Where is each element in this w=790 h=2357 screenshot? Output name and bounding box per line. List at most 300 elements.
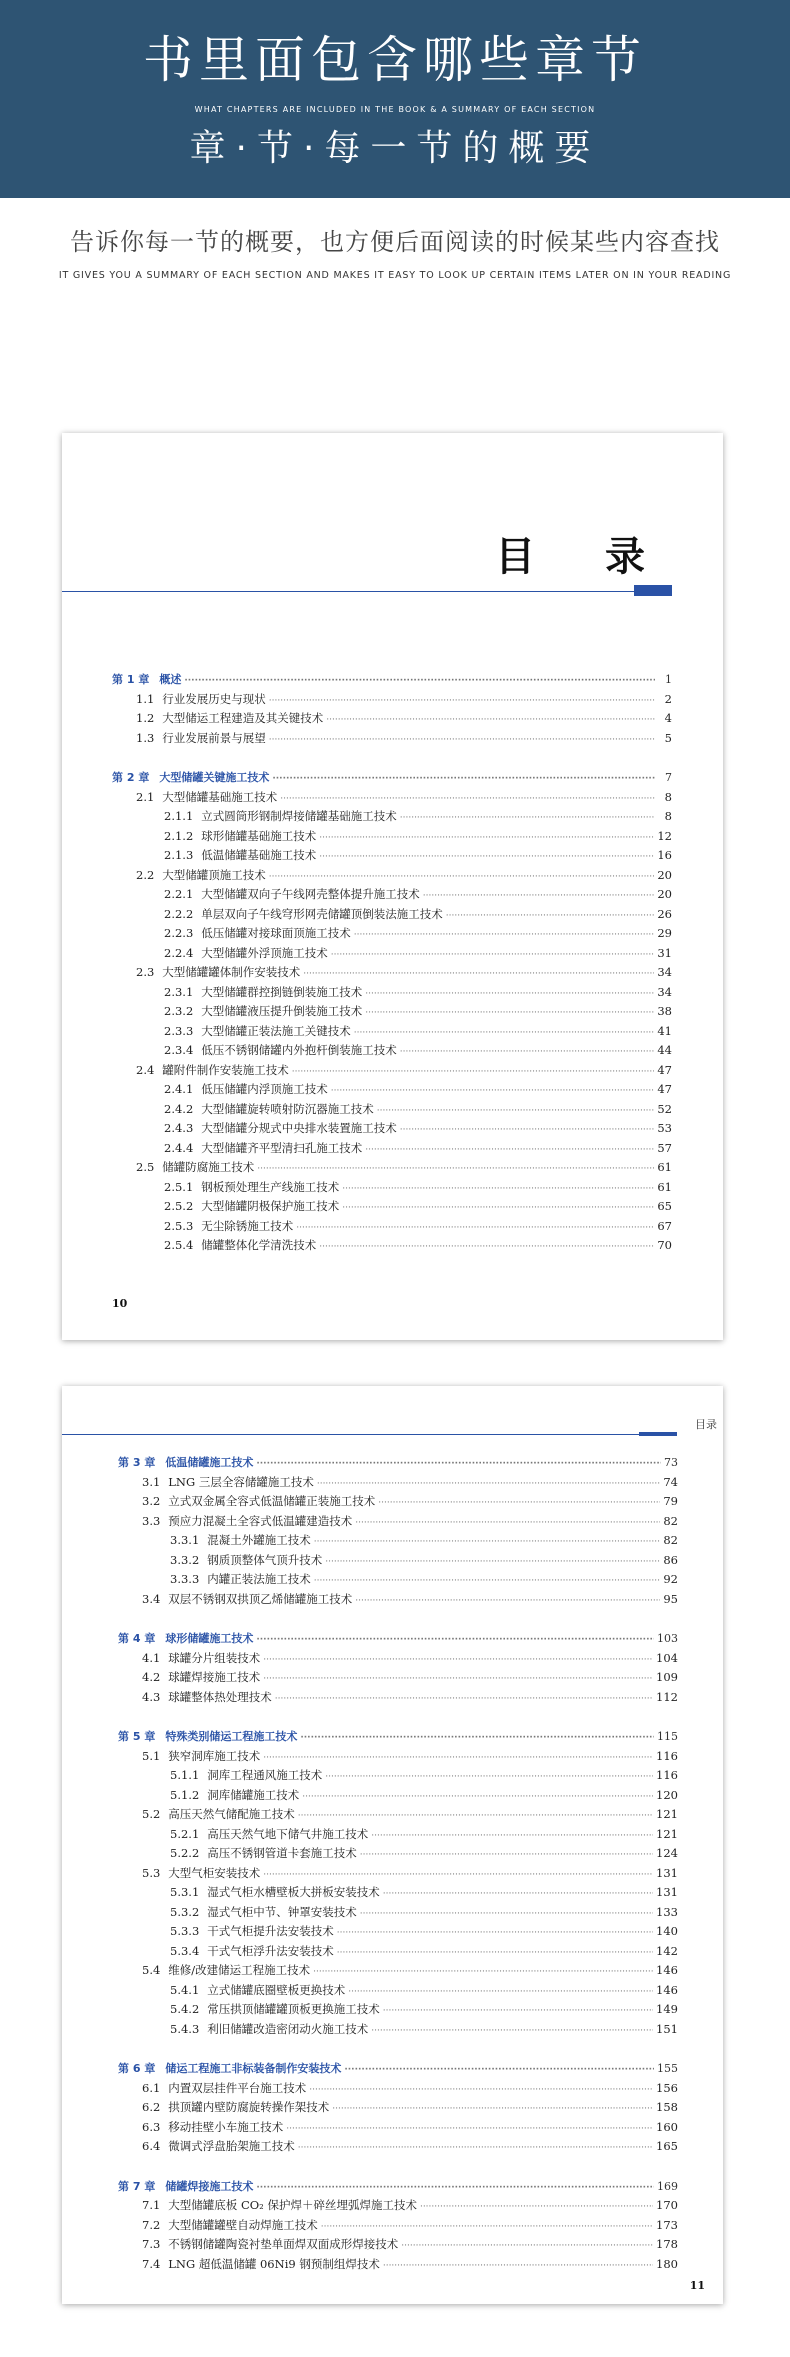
toc-entry-label <box>170 1923 334 1939</box>
toc-entry-page: 5 <box>664 730 672 745</box>
dot-leader <box>383 2261 653 2271</box>
dot-leader <box>355 1518 660 1528</box>
toc-subsection-entry[interactable] <box>112 1198 672 1218</box>
toc-entry-page: 170 <box>656 2198 678 2212</box>
toc-entry-number: 2.5.3 <box>164 1218 194 1233</box>
toc-subsection-entry[interactable] <box>112 808 672 828</box>
toc-entry-title: 球形储罐基础施工技术 <box>201 828 317 843</box>
dot-leader <box>325 1772 653 1782</box>
toc-entry-number: 5.1.2 <box>170 1787 200 1802</box>
dot-leader <box>377 1106 655 1116</box>
toc-entry-number: 5.3.2 <box>170 1904 200 1919</box>
toc-subsection-entry[interactable] <box>112 925 672 945</box>
toc-entry-label <box>142 2138 295 2154</box>
toc-entry-page: 26 <box>657 906 672 921</box>
toc-entry-number: 2.3.2 <box>164 1004 194 1018</box>
toc-entry-number: 5.4 <box>142 1963 161 1977</box>
toc-entry-page: 57 <box>657 1140 672 1155</box>
toc-subsection-entry[interactable] <box>118 1552 678 1572</box>
toc-entry-label <box>164 847 316 863</box>
toc-entry-title: 大型储罐液压提升倒装施工技术 <box>201 1004 363 1018</box>
toc-entry-title: 立式双金属全容式低温储罐正装施工技术 <box>168 1494 376 1508</box>
banner-tagline: 章·节·每一节的概要 <box>189 128 601 169</box>
toc-subsection-entry[interactable] <box>112 1120 672 1140</box>
page-number: 11 <box>689 2279 705 2292</box>
toc-entry-number: 3.3.3 <box>170 1572 200 1586</box>
heading-divider-accent <box>634 585 672 596</box>
toc-entry-label <box>142 2119 283 2135</box>
toc-entry-number: 2.1.3 <box>164 848 194 862</box>
toc-entry-number: 5.3.4 <box>170 1943 200 1958</box>
toc-entry-number: 5.2.1 <box>170 1826 200 1841</box>
toc-entry-number: 5.3.3 <box>170 1924 200 1938</box>
toc-entry-label <box>142 1591 352 1607</box>
toc-entry-number: 3.3.2 <box>170 1552 200 1567</box>
toc-entry-title: 球形储罐施工技术 <box>165 1632 254 1645</box>
toc-entry-number: 2.2.1 <box>164 887 194 901</box>
toc-entry-title: 预应力混凝土全容式低温罐建造技术 <box>168 1513 353 1528</box>
toc-entry-title: 大型储运工程建造及其关键技术 <box>162 711 324 725</box>
toc-section-entry[interactable] <box>118 1689 678 1709</box>
toc-section-entry[interactable] <box>112 964 672 984</box>
dot-leader <box>269 735 655 745</box>
toc-section-entry[interactable] <box>118 1513 678 1533</box>
dot-leader <box>354 930 655 940</box>
toc-section-entry[interactable] <box>118 2217 678 2237</box>
toc-subsection-entry[interactable] <box>112 828 672 848</box>
toc-entry-page: 16 <box>657 848 672 862</box>
toc-entry-title: 钢板预处理生产线施工技术 <box>201 1179 340 1194</box>
dot-leader <box>423 891 655 901</box>
toc-entry-title: 立式储罐底圈壁板更换技术 <box>207 1982 346 1997</box>
toc-entry-title: 干式气柜提升法安装技术 <box>207 1924 334 1938</box>
toc-entry-page: 1 <box>665 673 672 686</box>
dot-leader <box>317 1479 661 1489</box>
toc-subsection-entry[interactable] <box>118 1826 678 1846</box>
toc-subsection-entry[interactable] <box>112 945 672 965</box>
dot-leader <box>319 1242 654 1252</box>
toc-section-entry[interactable] <box>118 2080 678 2100</box>
toc-subsection-entry[interactable] <box>112 1023 672 1043</box>
toc-entry-number: 第 4 章 <box>118 1632 156 1645</box>
toc-entry-title: 大型储罐旋转喷射防沉器施工技术 <box>201 1101 374 1116</box>
toc-entry-number: 2.2.4 <box>164 945 194 960</box>
toc-entry-page: 173 <box>656 2217 678 2232</box>
toc-entry-number: 7.4 <box>142 2256 161 2271</box>
dot-leader <box>383 2006 653 2016</box>
toc-entry-number: 5.2 <box>142 1807 161 1821</box>
toc-subsection-entry[interactable] <box>118 1943 678 1963</box>
dot-leader <box>326 715 655 725</box>
toc-entry-label <box>170 1767 322 1783</box>
dot-leader <box>420 2202 653 2212</box>
toc-entry-title: 球罐整体热处理技术 <box>168 1689 272 1704</box>
dot-leader <box>319 833 654 843</box>
toc-entry-number: 5.2.2 <box>170 1846 200 1860</box>
toc-spacer <box>118 1708 678 1728</box>
toc-entry-label <box>164 1042 397 1058</box>
toc-entry-title: 储运工程施工非标装备制作安装技术 <box>165 2062 342 2075</box>
toc-subsection-entry[interactable] <box>112 1081 672 1101</box>
toc-entry-number: 2.2.2 <box>164 906 194 921</box>
dot-leader <box>309 2085 653 2095</box>
toc-entry-label <box>142 1513 352 1529</box>
toc-entry-title: 双层不锈钢双拱顶乙烯储罐施工技术 <box>168 1591 353 1606</box>
toc-entry-title: 单层双向子午线穹形网壳储罐顶倒装法施工技术 <box>201 906 443 921</box>
toc-entry-page: 131 <box>656 1865 678 1880</box>
toc-subsection-entry[interactable] <box>118 1767 678 1787</box>
toc-entry-number: 第 3 章 <box>118 1456 156 1469</box>
toc-section-entry[interactable] <box>118 2138 678 2158</box>
toc-entry-title: 大型储罐关键施工技术 <box>159 771 270 784</box>
dot-leader <box>319 852 654 862</box>
toc-entry-title: 大型储罐正装法施工关键技术 <box>201 1023 351 1038</box>
toc-entry-label <box>142 2099 329 2115</box>
toc-subsection-entry[interactable] <box>112 847 672 867</box>
toc-entry-title: LNG 三层全容储罐施工技术 <box>168 1474 314 1489</box>
toc-section-entry[interactable] <box>118 1962 678 1982</box>
toc-chapter-entry[interactable] <box>118 1728 678 1748</box>
toc-entry-title: 利旧储罐改造密闭动火施工技术 <box>207 2021 369 2036</box>
toc-entry-page: 20 <box>657 867 672 882</box>
toc-entry-number: 3.2 <box>142 1494 161 1508</box>
toc-entry-title: 大型储罐群控捯链倒装施工技术 <box>201 984 363 999</box>
toc-section-entry[interactable] <box>112 691 672 711</box>
toc-entry-title: 大型储罐阴极保护施工技术 <box>201 1199 340 1213</box>
toc-chapter-entry[interactable] <box>112 769 672 789</box>
dot-leader <box>257 1164 654 1174</box>
toc-entry-label <box>112 671 181 687</box>
toc-section-entry[interactable] <box>118 2197 678 2217</box>
toc-entry-label <box>142 1748 260 1764</box>
toc-subsection-entry[interactable] <box>112 1140 672 1160</box>
dot-leader <box>400 813 655 823</box>
toc-subsection-entry[interactable] <box>118 1787 678 1807</box>
toc-section-entry[interactable] <box>118 1748 678 1768</box>
toc-entry-label <box>164 1198 339 1214</box>
toc-section-entry[interactable] <box>118 2099 678 2119</box>
dot-leader <box>280 794 655 804</box>
toc-entry-title: 大型储罐罐壁自动焊施工技术 <box>168 2217 318 2232</box>
toc-entry-number: 2.2.3 <box>164 926 194 940</box>
toc-entry-page: 116 <box>656 1748 678 1763</box>
toc-entry-page: 131 <box>656 1885 678 1899</box>
toc-entry-label <box>170 1845 357 1861</box>
page-number: 10 <box>112 1297 128 1310</box>
toc-chapter-entry[interactable] <box>118 1630 678 1650</box>
toc-subsection-entry[interactable] <box>112 1003 672 1023</box>
toc-entry-label <box>142 2197 417 2213</box>
dot-leader <box>256 1459 661 1469</box>
toc-entry-title: 大型储罐分规式中央排水装置施工技术 <box>201 1121 397 1135</box>
toc-entry-title: 罐附件制作安装施工技术 <box>162 1062 289 1077</box>
toc-entry-title: LNG 超低温储罐 06Ni9 钢预制组焊技术 <box>168 2256 380 2271</box>
dot-leader <box>314 1576 661 1586</box>
toc-entry-page: 8 <box>664 809 672 823</box>
toc-entry-label <box>164 1003 362 1019</box>
toc-entry-number: 7.1 <box>142 2198 161 2212</box>
toc-entry-label <box>142 1865 260 1881</box>
toc-entry-page: 86 <box>663 1552 678 1567</box>
toc-subsection-entry[interactable] <box>118 1904 678 1924</box>
toc-entry-title: 大型储罐外浮顶施工技术 <box>201 945 328 960</box>
toc-entry-label <box>142 2080 306 2096</box>
toc-entry-label <box>164 1081 328 1097</box>
header-banner <box>0 0 790 198</box>
toc-entry-number: 7.3 <box>142 2237 161 2251</box>
toc-entry-number: 2.5 <box>136 1160 155 1174</box>
toc-entry-label <box>142 1493 375 1509</box>
toc-subsection-entry[interactable] <box>118 2021 678 2041</box>
toc-entry-label <box>170 1826 368 1842</box>
dot-leader <box>313 1967 653 1977</box>
toc-entry-title: 移动挂壁小车施工技术 <box>168 2119 284 2134</box>
toc-entry-title: 低温储罐基础施工技术 <box>201 848 317 862</box>
dot-leader <box>383 1889 653 1899</box>
toc-section-entry[interactable] <box>118 2236 678 2256</box>
toc-entry-title: 高压天然气储配施工技术 <box>168 1807 295 1821</box>
banner-subtitle: WHAT CHAPTERS ARE INCLUDED IN THE BOOK & A SUMMARY OF EACH SECTION <box>194 105 596 114</box>
intro-text-cn: 告诉你每一节的概要，也方便后面阅读的时候某些内容查找 <box>70 228 720 256</box>
toc-entry-label <box>164 906 443 922</box>
toc-spacer <box>118 2158 678 2178</box>
toc-entry-number: 3.4 <box>142 1591 161 1606</box>
toc-entry-label <box>170 1532 311 1548</box>
toc-entry-title: 概述 <box>159 673 182 686</box>
toc-entry-label <box>136 730 266 746</box>
toc-entry-number: 1.3 <box>136 730 155 745</box>
toc-section-entry[interactable] <box>118 1669 678 1689</box>
toc-entry-number: 2.4.3 <box>164 1121 194 1135</box>
toc-page-2 <box>62 1386 723 2304</box>
toc-subsection-entry[interactable] <box>112 886 672 906</box>
toc-subsection-entry[interactable] <box>112 1218 672 1238</box>
toc-subsection-entry[interactable] <box>118 1845 678 1865</box>
toc-entry-number: 5.1.1 <box>170 1768 200 1782</box>
toc-entry-page: 31 <box>657 945 672 960</box>
dot-leader <box>272 774 655 784</box>
toc-section-entry[interactable] <box>112 867 672 887</box>
toc-entry-label <box>170 1552 322 1568</box>
toc-entry-title: 特殊类别储运工程施工技术 <box>165 1730 298 1743</box>
toc-entry-title: 储罐整体化学清洗技术 <box>201 1238 317 1252</box>
toc-entry-label <box>164 984 362 1000</box>
dot-leader <box>401 2241 653 2251</box>
toc-entry-title: 大型储罐双向子午线网壳整体提升施工技术 <box>201 887 420 901</box>
toc-chapter-entry[interactable] <box>118 2060 678 2080</box>
toc-entry-title: 大型储罐罐体制作安装技术 <box>162 965 301 979</box>
toc-entry-page: 165 <box>656 2139 678 2153</box>
toc-entry-title: 洞库工程通风施工技术 <box>207 1768 323 1782</box>
toc-entry-page: 34 <box>657 965 672 979</box>
dot-leader <box>292 1067 655 1077</box>
toc-entry-page: 121 <box>656 1826 678 1841</box>
toc-entry-title: 微调式浮盘胎架施工技术 <box>168 2139 295 2153</box>
toc-entry-label <box>142 1474 314 1490</box>
toc-subsection-entry[interactable] <box>112 1042 672 1062</box>
dot-leader <box>337 1928 653 1938</box>
toc-entry-page: 92 <box>663 1572 678 1586</box>
toc-entry-label <box>118 1630 253 1646</box>
dot-leader <box>360 1850 653 1860</box>
toc-section-entry[interactable] <box>112 710 672 730</box>
dot-leader <box>256 2183 654 2193</box>
toc-entry-label <box>118 1728 297 1744</box>
dot-leader <box>263 1753 653 1763</box>
toc-entry-label <box>136 691 266 707</box>
toc-entry-page: 61 <box>657 1179 672 1194</box>
toc-entry-number: 6.3 <box>142 2119 161 2134</box>
toc-entry-number: 第 1 章 <box>112 673 150 686</box>
toc-entry-page: 74 <box>663 1474 678 1489</box>
toc-entry-page: 146 <box>656 1963 678 1977</box>
dot-leader <box>348 1987 653 1997</box>
running-header: 目录 <box>695 1418 717 1431</box>
toc-entry-page: 116 <box>656 1768 678 1782</box>
toc-entry-number: 2.4.1 <box>164 1082 194 1096</box>
toc-entry-number: 6.1 <box>142 2080 161 2095</box>
toc-entry-page: 133 <box>656 1904 678 1919</box>
toc-section-entry[interactable] <box>118 1865 678 1885</box>
toc-section-entry[interactable] <box>118 1591 678 1611</box>
toc-entry-number: 2.5.1 <box>164 1179 194 1194</box>
toc-entry-label <box>142 1689 272 1705</box>
toc-spacer <box>118 2040 678 2060</box>
toc-chapter-entry[interactable] <box>112 671 672 691</box>
dot-leader <box>371 2026 653 2036</box>
toc-subsection-entry[interactable] <box>118 1923 678 1943</box>
toc-entry-title: 低压不锈钢储罐内外抱杆倒装施工技术 <box>201 1043 397 1057</box>
dot-leader <box>300 1733 654 1743</box>
toc-entry-title: 球罐焊接施工技术 <box>168 1670 261 1684</box>
toc-subsection-entry[interactable] <box>112 1101 672 1121</box>
toc-subsection-entry[interactable] <box>118 1884 678 1904</box>
toc-entry-title: 不锈钢储罐陶瓷衬垫单面焊双面成形焊接技术 <box>168 2237 399 2251</box>
dot-leader <box>342 1203 654 1213</box>
toc-chapter-entry[interactable] <box>118 1454 678 1474</box>
toc-subsection-entry[interactable] <box>112 906 672 926</box>
toc-entry-page: 53 <box>657 1121 672 1135</box>
header-divider-accent <box>639 1432 677 1436</box>
dot-leader <box>321 2222 653 2232</box>
toc-entry-page: 82 <box>663 1513 678 1528</box>
toc-entry-number: 2.3.1 <box>164 984 194 999</box>
toc-entry-label <box>170 1787 299 1803</box>
dot-leader <box>298 1811 653 1821</box>
dot-leader <box>331 950 655 960</box>
dot-leader <box>365 989 654 999</box>
toc-entry-page: 121 <box>656 1807 678 1821</box>
toc-entry-title: 球罐分片组装技术 <box>168 1650 261 1665</box>
toc-entry-page: 155 <box>657 2062 678 2075</box>
toc-entry-label <box>136 1062 289 1078</box>
toc-entry-page: 156 <box>656 2080 678 2095</box>
toc-entry-number: 3.3 <box>142 1513 161 1528</box>
toc-subsection-entry[interactable] <box>112 1237 672 1257</box>
toc-entry-title: 低温储罐施工技术 <box>165 1456 254 1469</box>
toc-entry-number: 4.2 <box>142 1670 161 1684</box>
toc-entry-number: 2.4.2 <box>164 1101 194 1116</box>
toc-entry-page: 169 <box>657 2179 678 2193</box>
toc-subsection-entry[interactable] <box>118 2001 678 2021</box>
toc-entry-page: 115 <box>657 1730 678 1743</box>
toc-entry-label <box>136 1159 254 1175</box>
toc-section-entry[interactable] <box>118 2119 678 2139</box>
toc-entry-page: 112 <box>656 1689 678 1704</box>
toc-entry-title: 狭窄洞库施工技术 <box>168 1748 261 1763</box>
toc-entry-label <box>170 1904 357 1920</box>
toc-entry-label <box>118 1454 253 1470</box>
toc-chapter-entry[interactable] <box>118 2178 678 2198</box>
toc-section-entry[interactable] <box>112 730 672 750</box>
toc-entry-page: 67 <box>657 1218 672 1233</box>
toc-entry-page: 65 <box>657 1199 672 1213</box>
toc-page-1 <box>62 433 723 1340</box>
dot-leader <box>378 1498 660 1508</box>
toc-entry-page: 8 <box>664 789 672 804</box>
toc-entry-title: 无尘除锈施工技术 <box>201 1218 294 1233</box>
dot-leader <box>263 1674 653 1684</box>
toc-entry-title: 立式圆筒形钢制焊接储罐基础施工技术 <box>201 809 397 823</box>
dot-leader <box>256 1635 654 1645</box>
toc-section-entry[interactable] <box>118 2256 678 2276</box>
toc-entry-page: 34 <box>657 984 672 999</box>
toc-section-entry[interactable] <box>118 1806 678 1826</box>
toc-entry-title: 混凝土外罐施工技术 <box>207 1533 311 1547</box>
dot-leader <box>275 1694 653 1704</box>
toc-subsection-entry[interactable] <box>118 1982 678 2002</box>
dot-leader <box>371 1831 653 1841</box>
toc-entry-page: 2 <box>664 691 672 706</box>
toc-section-entry[interactable] <box>112 1062 672 1082</box>
toc-entry-label <box>164 945 328 961</box>
dot-leader <box>298 2143 653 2153</box>
toc-entry-page: 47 <box>657 1062 672 1077</box>
toc-entry-label <box>164 808 397 824</box>
toc-section-entry[interactable] <box>118 1650 678 1670</box>
toc-entry-label <box>142 1962 310 1978</box>
toc-entry-page: 180 <box>656 2256 678 2271</box>
toc-subsection-entry[interactable] <box>118 1571 678 1591</box>
toc-entry-title: 内罐正装法施工技术 <box>207 1572 311 1586</box>
toc-entry-label <box>170 1982 345 1998</box>
toc-subsection-entry[interactable] <box>112 1179 672 1199</box>
toc-entry-number: 2.3 <box>136 965 155 979</box>
toc-entry-number: 2.3.4 <box>164 1043 194 1057</box>
toc-section-entry[interactable] <box>118 1493 678 1513</box>
toc-entry-number: 第 6 章 <box>118 2062 156 2075</box>
toc-subsection-entry[interactable] <box>118 1532 678 1552</box>
toc-section-entry[interactable] <box>112 1159 672 1179</box>
toc-entry-label <box>170 1884 380 1900</box>
toc-entry-page: 20 <box>657 887 672 901</box>
dot-leader <box>342 1184 654 1194</box>
toc-entry-title: 常压拱顶储罐罐顶板更换施工技术 <box>207 2002 380 2016</box>
toc-entry-number: 5.3.1 <box>170 1885 200 1899</box>
toc-entry-label <box>164 1179 339 1195</box>
toc-section-entry[interactable] <box>112 789 672 809</box>
toc-subsection-entry[interactable] <box>112 984 672 1004</box>
toc-entry-number: 1.2 <box>136 711 155 725</box>
toc-section-entry[interactable] <box>118 1474 678 1494</box>
toc-entry-page: 103 <box>657 1632 678 1645</box>
toc-entry-number: 5.3 <box>142 1865 161 1880</box>
toc-entry-page: 142 <box>656 1943 678 1958</box>
toc-entry-page: 146 <box>656 1982 678 1997</box>
toc-entry-label <box>136 867 266 883</box>
toc-entry-page: 47 <box>657 1082 672 1096</box>
heading-divider <box>62 591 672 592</box>
